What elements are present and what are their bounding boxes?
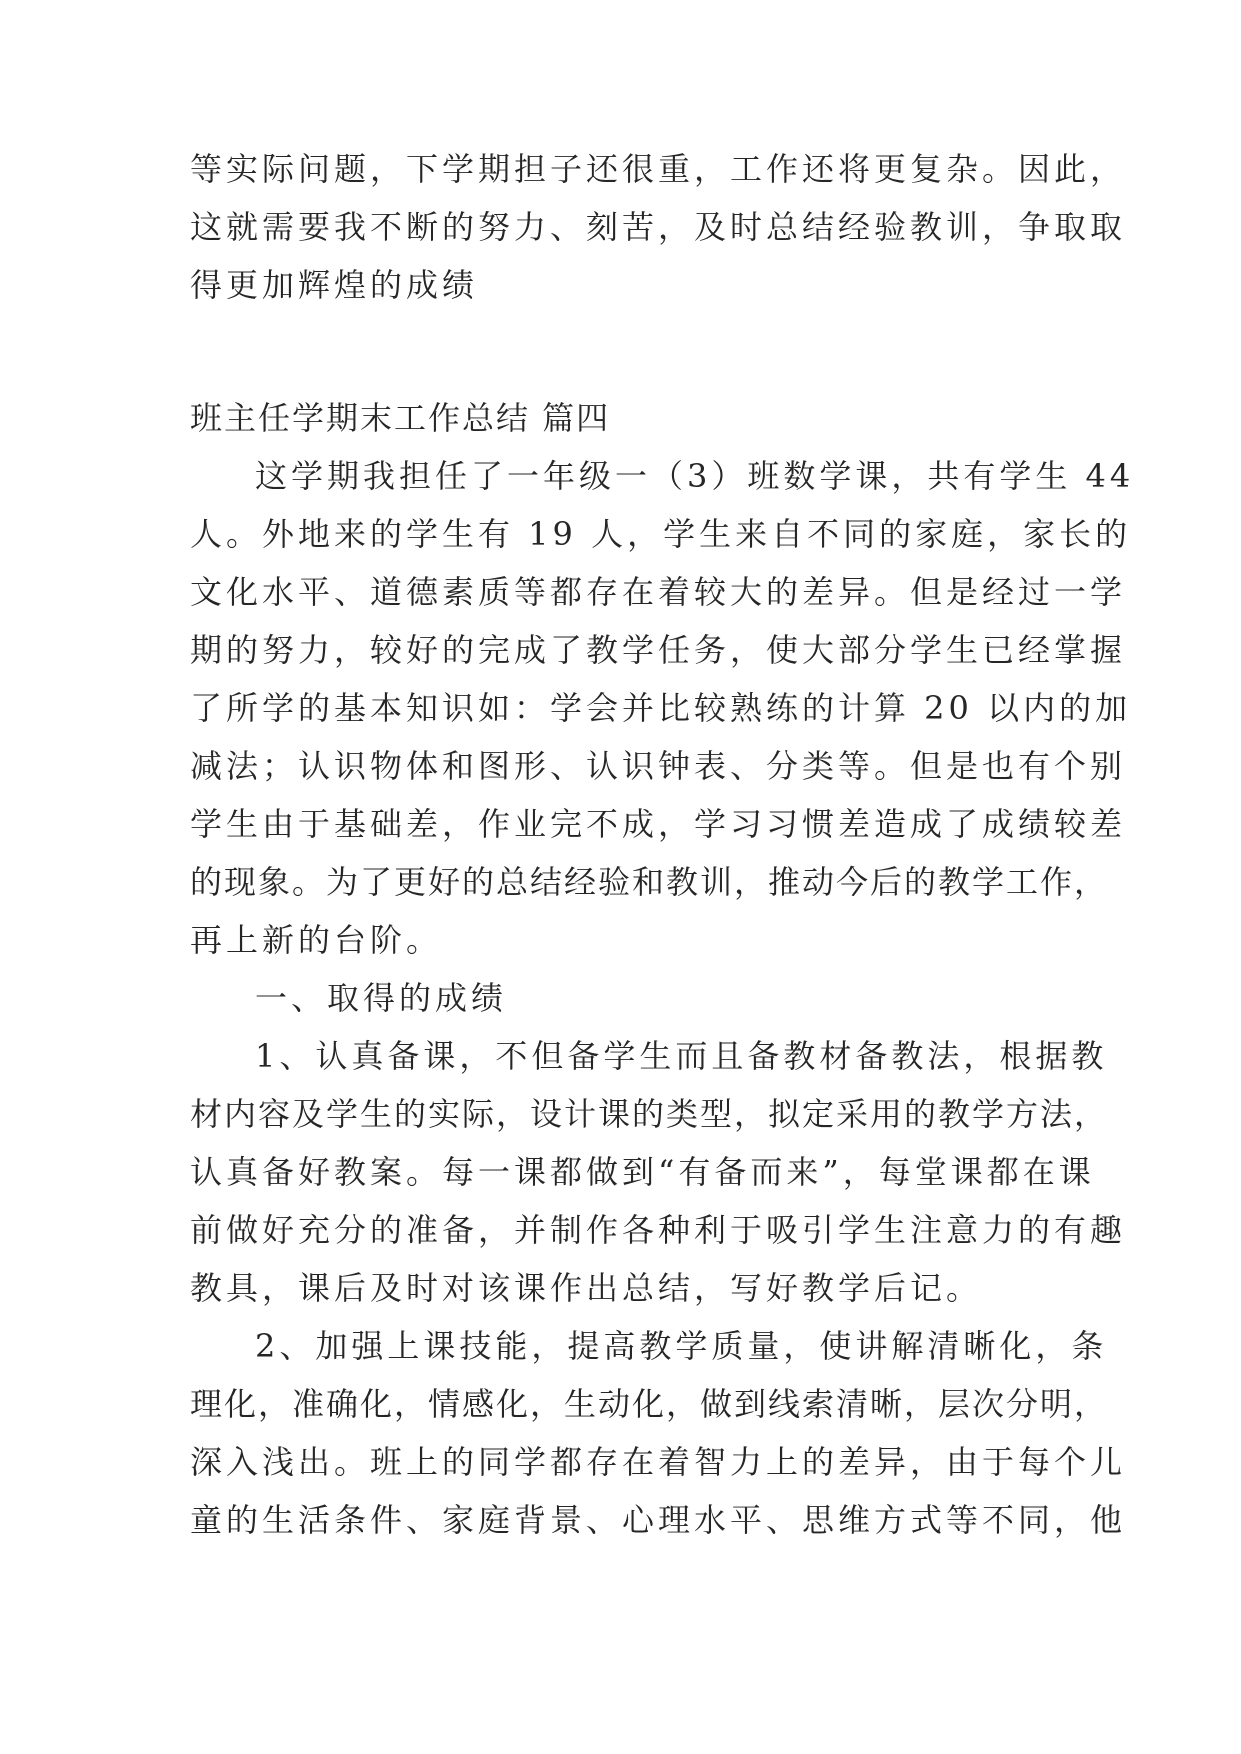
intro-line-1: 等实际问题，下学期担子还很重，工作还将更复杂。因此， [190, 150, 1127, 188]
heading-achievements: 一、取得的成绩 [255, 979, 508, 1017]
intro-line-2: 这就需要我不断的努力、刻苦，及时总结经验教训，争取取 [190, 208, 1127, 246]
item1-line-2: 材内容及学生的实际，设计课的类型，拟定采用的教学方法， [190, 1095, 1109, 1133]
item2-line-4: 童的生活条件、家庭背景、心理水平、思维方式等不同，他 [190, 1501, 1127, 1539]
item1-line-4: 前做好充分的准备，并制作各种利于吸引学生注意力的有趣 [190, 1211, 1127, 1249]
paragraph1-line-4: 期的努力，较好的完成了教学任务，使大部分学生已经掌握 [190, 631, 1127, 669]
paragraph1-line-5: 了所学的基本知识如：学会并比较熟练的计算 20 以内的加 [190, 689, 1132, 727]
item1-line-3: 认真备好教案。每一课都做到“有备而来”，每堂课都在课 [190, 1153, 1095, 1191]
item1-line-1: 1、认真备课，不但备学生而且备教材备教法，根据教 [255, 1037, 1108, 1075]
item2-line-1: 2、加强上课技能，提高教学质量，使讲解清晰化，条 [255, 1327, 1108, 1365]
item2-line-2: 理化，准确化，情感化，生动化，做到线索清晰，层次分明， [190, 1385, 1109, 1423]
paragraph1-line-1: 这学期我担任了一年级一（3）班数学课，共有学生 44 [255, 457, 1135, 495]
item1-line-5: 教具，课后及时对该课作出总结，写好教学后记。 [190, 1269, 983, 1307]
paragraph1-line-7: 学生由于基础差，作业完不成，学习习惯差造成了成绩较差 [190, 805, 1127, 843]
paragraph1-line-6: 减法；认识物体和图形、认识钟表、分类等。但是也有个别 [190, 747, 1127, 785]
item2-line-3: 深入浅出。班上的同学都存在着智力上的差异，由于每个儿 [190, 1443, 1127, 1481]
paragraph1-line-2: 人。外地来的学生有 19 人，学生来自不同的家庭，家长的 [190, 515, 1132, 553]
section-title: 班主任学期末工作总结 篇四 [190, 399, 611, 437]
paragraph1-line-8: 的现象。为了更好的总结经验和教训，推动今后的教学工作， [190, 863, 1109, 901]
paragraph1-line-9: 再上新的台阶。 [190, 921, 443, 959]
intro-line-3: 得更加辉煌的成绩 [190, 266, 479, 304]
paragraph1-line-3: 文化水平、道德素质等都存在着较大的差异。但是经过一学 [190, 573, 1127, 611]
